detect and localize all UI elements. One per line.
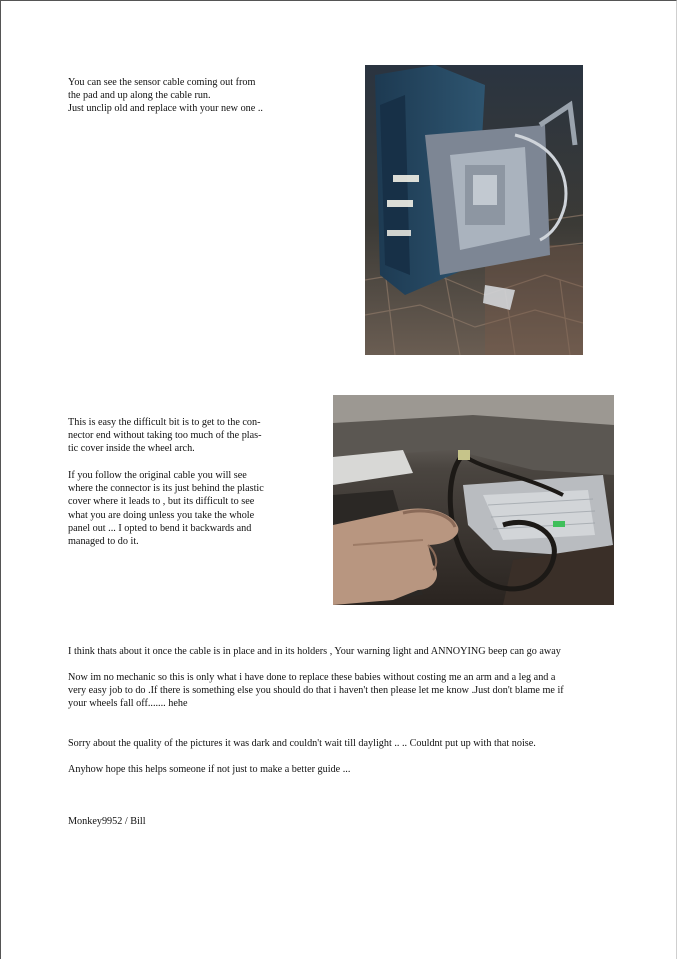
step1-text: You can see the sensor cable coming out from the pad and up along the cable run. Just unclip old and replace with your new one .. (68, 77, 263, 115)
step2-para1: This is easy the difficult bit is to get to the con- nector end without taking too much of the plas- tic cover inside the wheel arch. (68, 417, 262, 455)
signature: Monkey9952 / Bill (68, 816, 146, 827)
brake-caliper-photo (365, 65, 583, 355)
closing-paragraph-1: I think thats about it once the cable is in place and in its holders , Your warning light and ANNOYING beep can go away (68, 646, 561, 657)
wheel-arch-photo (333, 395, 614, 605)
closing-paragraph-3: Sorry about the quality of the pictures it was dark and couldn't wait till daylight .. .. Couldnt put up with that noise. (68, 738, 536, 749)
step2-para2: If you follow the original cable you will see where the connector is its just behind the plastic cover where it leads to , but its difficult to see what you are doing unless you take the whole panel out ... I opted to bend it backwards and managed to do it. (68, 470, 264, 548)
closing-paragraph-4: Anyhow hope this helps someone if not just to make a better guide ... (68, 764, 351, 775)
closing-paragraph-2: Now im no mechanic so this is only what i have done to replace these babies without costing me an arm and a leg and a very easy job to do .If there is something else you should do that i haven't then please let me know .Just don't blame me if your wheels fall off....... hehe (68, 672, 564, 710)
